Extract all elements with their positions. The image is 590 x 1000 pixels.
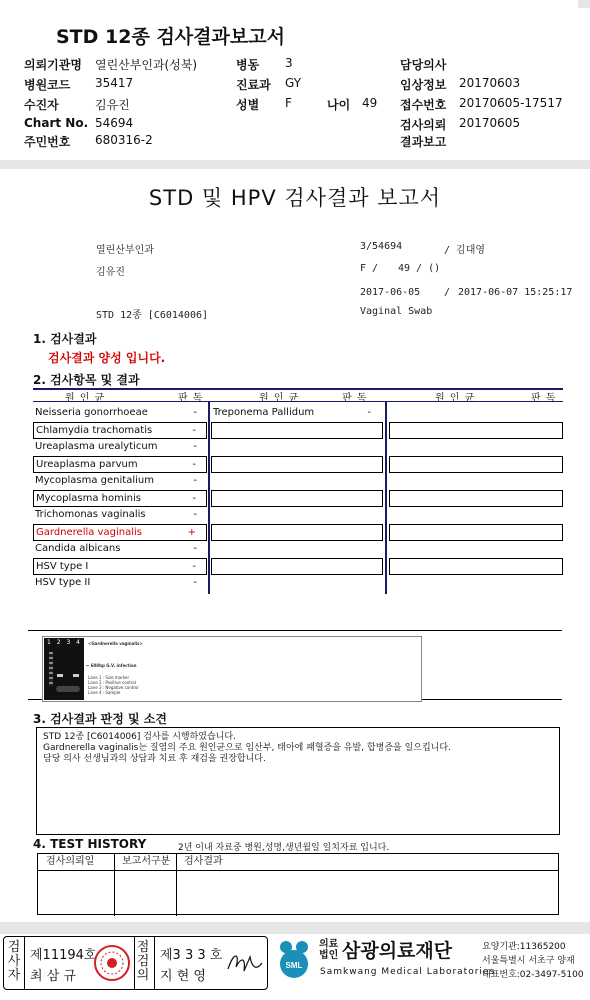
pathogen-name: Gardnerella vaginalis — [36, 527, 142, 538]
info-label: Chart No. — [24, 116, 89, 130]
reviewer-license: 제3 3 3 호 — [160, 948, 223, 963]
empty-result-box — [211, 456, 383, 473]
sample-band — [73, 674, 79, 677]
signature-box — [3, 936, 268, 990]
opinion-box — [36, 727, 560, 835]
patient-age: 49 / () — [398, 263, 441, 274]
org-code: 요양기관:11365200 — [482, 942, 566, 952]
scroll-edge — [578, 0, 590, 8]
history-header-row — [38, 854, 558, 871]
empty-result-box — [389, 456, 563, 473]
info-value: 20170605 — [459, 116, 521, 130]
receive-date: 2017-06-05 — [360, 287, 421, 298]
pathogen-row-col2 — [211, 405, 383, 422]
grid-divider-2 — [385, 402, 387, 594]
section4-title: 4. TEST HISTORY — [33, 837, 147, 851]
pathogen-row — [33, 541, 207, 558]
pathogen-verdict: - — [192, 425, 196, 436]
patient-name: 김유진 — [96, 267, 125, 278]
pathogen-verdict: - — [367, 407, 371, 418]
pathogen-name: Ureaplasma parvum — [36, 459, 138, 470]
gel-band-label: ← 608bp G.V. infection — [86, 663, 137, 668]
info-value: 54694 — [95, 116, 134, 130]
pathogen-row — [33, 575, 207, 592]
pathogen-name: Trichomonas vaginalis — [35, 509, 146, 520]
page-divider — [0, 160, 590, 169]
org-prefix: 의료법인 — [319, 939, 339, 961]
info-label: 수진자 — [24, 98, 59, 112]
official-seal — [94, 943, 130, 983]
info-value: 680316-2 — [95, 133, 153, 147]
gel-legend-line: Lane 3 : Negative control — [88, 685, 139, 690]
reviewer-name: 지 현 영 — [160, 969, 206, 984]
org-phone: 대표번호:02-3497-5100 — [482, 970, 584, 980]
opinion-line-2: Gardnerella vaginalis는 질염의 주요 원인균으로 임산부, 태아에 패혈증을 유발, 합병증을 일으킵니다. — [43, 743, 451, 753]
section2-title: 2. 검사항목 및 결과 — [33, 373, 140, 387]
tester-label: 검사자 — [7, 940, 21, 983]
gel-legend-line: Lane 1 : Size marker — [88, 675, 130, 680]
pathogen-verdict: - — [193, 509, 197, 520]
history-col-date: 검사의뢰일 — [46, 856, 95, 867]
pathogen-row — [33, 490, 207, 507]
pathogen-row — [33, 405, 207, 422]
organization-block — [272, 936, 590, 992]
info-label: 결과보고 — [400, 135, 447, 149]
pathogen-name: Treponema Pallidum — [213, 407, 315, 418]
pathogen-row — [33, 524, 207, 541]
empty-result-box — [211, 558, 383, 575]
info-value: 20170603 — [459, 76, 521, 90]
info-label: 검사의뢰 — [400, 118, 447, 132]
info-value: 49 — [362, 96, 378, 110]
positive-control-band — [57, 674, 63, 677]
col1-pathogen-header: 원 인 균 — [65, 393, 106, 404]
col1-verdict-header: 판 독 — [178, 393, 204, 404]
org-name: 삼광의료재단 — [342, 940, 453, 962]
pathogen-verdict: - — [192, 459, 196, 470]
test-code: STD 12종 [C6014006] — [96, 310, 209, 321]
doctor-name: / 김대영 — [444, 245, 486, 256]
history-divider-1 — [114, 854, 115, 916]
sig-divider-3 — [154, 937, 155, 989]
sml-logo-icon — [272, 938, 316, 982]
history-col-type: 보고서구분 — [122, 856, 171, 867]
info-value: 35417 — [95, 76, 134, 90]
pathogen-verdict: - — [193, 441, 197, 452]
pathogen-verdict: + — [187, 527, 196, 538]
reviewer-label: 점검의 — [136, 940, 150, 983]
info-label: 주민번호 — [24, 135, 71, 149]
footer-divider — [0, 922, 590, 934]
section3-title: 3. 검사결과 판정 및 소견 — [33, 712, 167, 726]
opinion-line-1: STD 12종 [C6014006] 검사를 시행하였습니다. — [43, 732, 236, 742]
pathogen-verdict: - — [193, 475, 197, 486]
col2-pathogen-header: 원 인 균 — [259, 393, 300, 404]
info-label: 병원코드 — [24, 78, 71, 92]
pathogen-verdict: - — [193, 407, 197, 418]
gel-legend-line: Lane 4 : Sample — [88, 690, 121, 695]
result-summary: 검사결과 양성 입니다. — [48, 351, 166, 365]
grid-divider-1 — [208, 402, 210, 594]
info-value: GY — [285, 76, 302, 90]
pathogen-row — [33, 439, 207, 456]
pathogen-row — [33, 456, 207, 473]
info-label: 성별 — [236, 98, 260, 112]
info-value: F — [285, 96, 292, 110]
empty-result-box — [389, 490, 563, 507]
date-separator: / — [444, 287, 451, 298]
pathogen-row — [33, 422, 207, 439]
empty-result-box — [211, 422, 383, 439]
section1-title: 1. 검사결과 — [33, 332, 97, 346]
sig-divider-2 — [134, 937, 135, 989]
empty-result-box — [389, 422, 563, 439]
empty-result-box — [389, 558, 563, 575]
pathogen-verdict: - — [192, 493, 196, 504]
report-title: STD 12종 검사결과보고서 — [56, 26, 285, 48]
pathogen-row — [33, 507, 207, 524]
pathogen-name: Mycoplasma hominis — [36, 493, 141, 504]
tester-license: 제11194호 — [30, 948, 97, 963]
pathogen-name: HSV type II — [35, 577, 91, 588]
pathogen-name: Candida albicans — [35, 543, 121, 554]
empty-result-box — [211, 490, 383, 507]
info-label: 나이 — [327, 98, 351, 112]
pathogen-name: Neisseria gonorrhoeae — [35, 407, 148, 418]
empty-result-box — [211, 524, 383, 541]
patient-sex: F / — [360, 263, 379, 274]
opinion-line-3: 담당 의사 선생님과의 상담과 치료 후 재검을 권장합니다. — [43, 754, 266, 764]
col3-pathogen-header: 원 인 균 — [435, 393, 476, 404]
primer-dimer — [56, 686, 80, 692]
pathogen-row — [33, 558, 207, 575]
org-english: Samkwang Medical Laboratories — [320, 967, 496, 977]
gel-image — [44, 638, 84, 700]
info-label: 병동 — [236, 58, 260, 72]
results-grid — [33, 388, 563, 594]
info-value: 20170605-17517 — [459, 96, 563, 110]
info-value: 김유진 — [95, 98, 130, 112]
gel-lanes: 1 2 3 4 — [47, 639, 82, 646]
specimen: Vaginal Swab — [360, 306, 433, 317]
org-address: 서울특별시 서초구 양재 — [482, 956, 575, 966]
info-value: 열린산부인과(성북) — [95, 58, 198, 72]
gel-caption: <Gardnerella vaginalis> — [88, 641, 143, 646]
pathogen-name: HSV type I — [36, 561, 89, 572]
history-table — [37, 853, 559, 915]
report-date: 2017-06-07 15:25:17 — [458, 287, 573, 298]
history-divider-2 — [176, 854, 177, 916]
info-label: 의뢰기관명 — [24, 58, 82, 72]
history-col-result: 검사결과 — [184, 856, 223, 867]
tester-name: 최 삼 규 — [30, 969, 76, 984]
clinic-name: 열린산부인과 — [96, 245, 154, 256]
pathogen-name: Ureaplasma urealyticum — [35, 441, 158, 452]
history-note: 2년 이내 자료중 병원,성명,생년월일 일치자료 입니다. — [178, 843, 390, 853]
info-value: 3 — [285, 56, 293, 70]
gel-legend-line: Lane 2 : Positive control — [88, 680, 136, 685]
empty-result-box — [389, 524, 563, 541]
pathogen-name: Chlamydia trachomatis — [36, 425, 153, 436]
size-marker-lane — [49, 652, 53, 686]
info-label: 임상정보 — [400, 78, 447, 92]
info-label: 진료과 — [236, 78, 271, 92]
pathogen-verdict: - — [193, 577, 197, 588]
col3-verdict-header: 판 독 — [531, 393, 557, 404]
chart-number: 3/54694 — [360, 241, 403, 252]
pathogen-verdict: - — [192, 561, 196, 572]
sig-divider-1 — [24, 937, 25, 989]
col2-verdict-header: 판 독 — [342, 393, 368, 404]
info-label: 담당의사 — [400, 58, 447, 72]
pathogen-row — [33, 473, 207, 490]
pathogen-verdict: - — [193, 543, 197, 554]
handwritten-signature — [226, 949, 264, 977]
sheet-title: STD 및 HPV 검사결과 보고서 — [148, 186, 442, 210]
info-label: 접수번호 — [400, 98, 447, 112]
pathogen-name: Mycoplasma genitalium — [35, 475, 154, 486]
logo-text: SML — [285, 961, 303, 970]
